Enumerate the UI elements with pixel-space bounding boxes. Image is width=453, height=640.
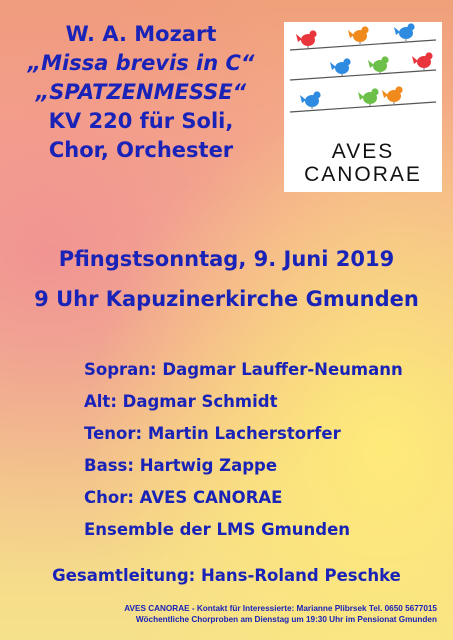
logo-text-aves: AVES <box>331 140 395 163</box>
bird-icon <box>368 56 389 74</box>
cast-tenor: Tenor: Martin Lacherstorfer <box>84 424 341 443</box>
aves-canorae-logo <box>284 22 442 192</box>
bird-icon <box>348 26 369 44</box>
work-nickname: „SPATZENMESSE“ <box>35 80 247 104</box>
bird-icon <box>300 91 321 109</box>
work-title: „Missa brevis in C“ <box>27 51 255 75</box>
scoring: Chor, Orchester <box>48 138 234 162</box>
event-place: 9 Uhr Kapuzinerkirche Gmunden <box>34 287 419 311</box>
birds-on-wires-icon <box>284 22 442 142</box>
logo-text-canorae: CANORAE <box>304 163 422 186</box>
composer: W. A. Mozart <box>65 22 217 46</box>
cast-bass: Bass: Hartwig Zappe <box>84 456 278 475</box>
cast-ensemble: Ensemble der LMS Gmunden <box>84 520 351 539</box>
footer-rehearsals: Wöchentliche Chorproben am Dienstag um 19:30 Uhr im Pensionat Gmunden <box>135 615 437 624</box>
footer-contact: AVES CANORAE - Kontakt für Interessierte: Marianne Plibrsek Tel. 0650 5677015 <box>124 604 437 613</box>
bird-icon <box>412 52 433 70</box>
catalog-number: KV 220 für Soli, <box>48 109 234 133</box>
bird-icon <box>394 23 415 41</box>
event-date: Pfingstsonntag, 9. Juni 2019 <box>58 247 395 271</box>
title-block <box>0 20 282 165</box>
contact-footer <box>124 603 437 625</box>
bird-icon <box>330 58 351 76</box>
cast-alto: Alt: Dagmar Schmidt <box>84 392 278 411</box>
cast-choir: Chor: AVES CANORAE <box>84 488 283 507</box>
cast-soprano: Sopran: Dagmar Lauffer-Neumann <box>84 360 403 379</box>
cast-list <box>84 354 403 546</box>
bird-icon <box>358 88 379 106</box>
bird-icon <box>382 86 403 104</box>
bird-icon <box>296 30 317 48</box>
director: Gesamtleitung: Hans-Roland Peschke <box>52 566 401 585</box>
